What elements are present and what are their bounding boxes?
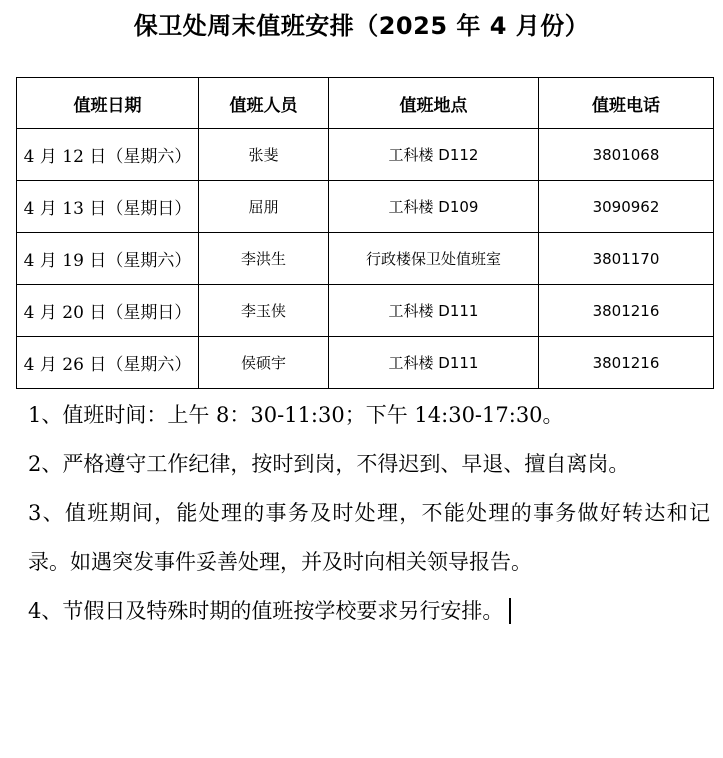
note-holiday-arrangement[interactable] [28,587,710,636]
note-holiday-text: 4、节假日及特殊时期的值班按学校要求另行安排。 [28,599,504,623]
table-row [17,181,714,233]
duty-location-cell: 行政楼保卫处值班室 [329,233,539,285]
duty-notes [28,391,710,636]
duty-phone-cell: 3801170 [539,233,714,285]
header-duty-person: 值班人员 [199,78,329,129]
table-row [17,233,714,285]
duty-location-cell: 工科楼 D111 [329,285,539,337]
note-duty-hours: 1、值班时间：上午 8：30-11:30；下午 14:30-17:30。 [28,403,564,427]
note-work-discipline: 2、严格遵守工作纪律，按时到岗，不得迟到、早退、擅自离岗。 [28,452,630,476]
header-duty-phone: 值班电话 [539,78,714,129]
duty-location-cell: 工科楼 D111 [329,337,539,389]
table-row [17,285,714,337]
table-header-row [17,78,714,129]
note-duty-handling: 3、值班期间，能处理的事务及时处理，不能处理的事务做好转达和记录。如遇突发事件妥善处理，并及时向相关领导报告。 [28,501,710,574]
duty-person-cell: 李玉侠 [199,285,329,337]
duty-location-cell: 工科楼 D112 [329,129,539,181]
duty-person-cell: 屈朋 [199,181,329,233]
duty-person-cell: 李洪生 [199,233,329,285]
text-cursor [509,598,511,624]
duty-person-cell: 张斐 [199,129,329,181]
duty-phone-cell: 3801068 [539,129,714,181]
header-duty-location: 值班地点 [329,78,539,129]
duty-phone-cell: 3801216 [539,337,714,389]
duty-roster-table [16,77,714,389]
document-title: 保卫处周末值班安排（2025 年 4 月份） [133,12,590,40]
duty-date-cell: 4 月 12 日（星期六） [17,129,199,181]
table-row [17,337,714,389]
duty-phone-cell: 3801216 [539,285,714,337]
table-row [17,129,714,181]
duty-location-cell: 工科楼 D109 [329,181,539,233]
duty-date-cell: 4 月 20 日（星期日） [17,285,199,337]
duty-date-cell: 4 月 26 日（星期六） [17,337,199,389]
header-duty-date: 值班日期 [17,78,199,129]
duty-date-cell: 4 月 19 日（星期六） [17,233,199,285]
duty-person-cell: 侯硕宇 [199,337,329,389]
duty-date-cell: 4 月 13 日（星期日） [17,181,199,233]
duty-phone-cell: 3090962 [539,181,714,233]
